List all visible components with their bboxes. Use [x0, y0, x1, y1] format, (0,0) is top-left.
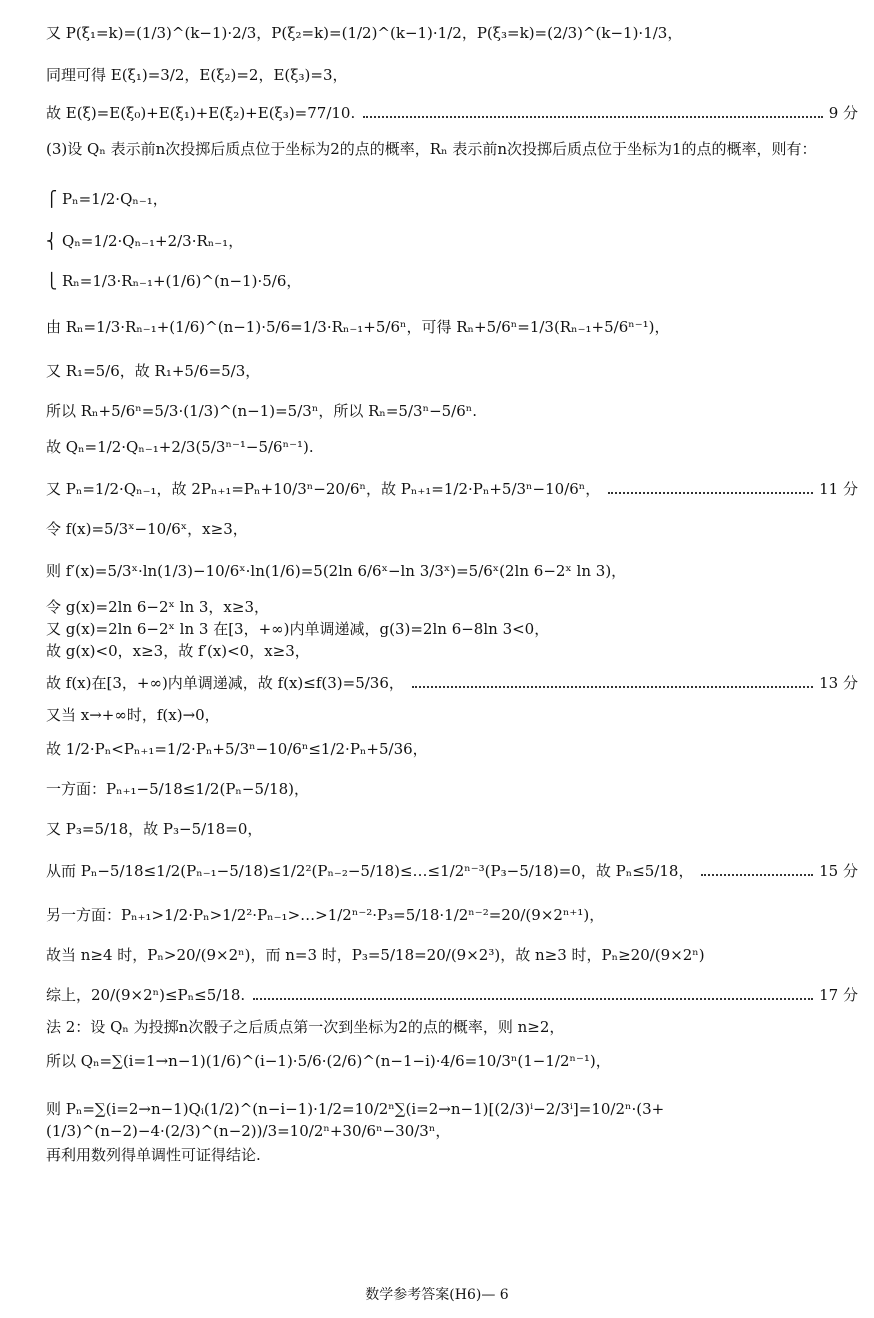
line-5: ⎧ Pₙ=1/2·Qₙ₋₁， [46, 190, 168, 208]
line-16: 又 g(x)=2ln 6−2ˣ ln 3 在[3，+∞)内单调递减，g(3)=2ln 6−8ln 3<0， [46, 620, 550, 638]
line-2: 同理可得 E(ξ₁)=3/2，E(ξ₂)=2，E(ξ₃)=3， [46, 66, 348, 84]
line-29: 则 Pₙ=∑(i=2→n−1)Qᵢ(1/2)^(n−i−1)·1/2=10/2ⁿ∑(i=2→n−1)[(2/3)ⁱ−2/3ⁱ]=10/2ⁿ·(3+(1/3)^(n−2)−4·(2/3)^(n−2))/3=10/2ⁿ+30/6ⁿ−30/3ⁿ， [46, 1100, 665, 1140]
line-22: 又 P₃=5/18，故 P₃−5/18=0， [46, 820, 263, 838]
line-1: 又 P(ξ₁=k)=(1/3)^(k−1)·2/3，P(ξ₂=k)=(1/2)^(k−1)·1/2，P(ξ₃=k)=(2/3)^(k−1)·1/3， [46, 24, 683, 42]
line-25: 故当 n≥4 时，Pₙ>20/(9×2ⁿ)，而 n=3 时，P₃=5/18=20/(9×2³)，故 n≥3 时，Pₙ≥20/(9×2ⁿ) [46, 946, 705, 964]
line-17: 故 g(x)<0，x≥3，故 f′(x)<0，x≥3， [46, 642, 310, 660]
line-3: 故 E(ξ)=E(ξ₀)+E(ξ₁)+E(ξ₂)+E(ξ₃)=77/10. 9 分 [46, 104, 858, 122]
line-13: 令 f(x)=5/3ˣ−10/6ˣ，x≥3， [46, 520, 248, 538]
page-footer: 数学参考答案(H6)— 6 [365, 1287, 509, 1303]
line-15: 令 g(x)=2ln 6−2ˣ ln 3，x≥3， [46, 598, 269, 616]
score-mark: 15 分 [819, 862, 858, 880]
line-30: 再利用数列得单调性可证得结论. [46, 1146, 261, 1164]
leader-dots [608, 492, 813, 494]
score-mark: 17 分 [819, 986, 858, 1004]
leader-dots [412, 686, 813, 688]
line-24: 另一方面：Pₙ₊₁>1/2·Pₙ>1/2²·Pₙ₋₁>…>1/2ⁿ⁻²·P₃=5/18·1/2ⁿ⁻²=20/(9×2ⁿ⁺¹)， [46, 906, 605, 924]
line-12: 又 Pₙ=1/2·Qₙ₋₁，故 2Pₙ₊₁=Pₙ+10/3ⁿ−20/6ⁿ，故 Pₙ₊₁=1/2·Pₙ+5/3ⁿ−10/6ⁿ， 11 分 [46, 480, 858, 498]
line-14: 则 f′(x)=5/3ˣ·ln(1/3)−10/6ˣ·ln(1/6)=5(2ln 6/6ˣ−ln 3/3ˣ)=5/6ˣ(2ln 6−2ˣ ln 3)， [46, 562, 627, 580]
line-28: 所以 Qₙ=∑(i=1→n−1)(1/6)^(i−1)·5/6·(2/6)^(n−1−i)·4/6=10/3ⁿ(1−1/2ⁿ⁻¹)， [46, 1052, 611, 1070]
line-6: ⎨ Qₙ=1/2·Qₙ₋₁+2/3·Rₙ₋₁， [46, 232, 244, 250]
line-23: 从而 Pₙ−5/18≤1/2(Pₙ₋₁−5/18)≤1/2²(Pₙ₋₂−5/18)≤…≤1/2ⁿ⁻³(P₃−5/18)=0，故 Pₙ≤5/18， 15 分 [46, 862, 858, 880]
line-10: 所以 Rₙ+5/6ⁿ=5/3·(1/3)^(n−1)=5/3ⁿ，所以 Rₙ=5/3ⁿ−5/6ⁿ. [46, 402, 478, 420]
line-27: 法 2：设 Qₙ 为投掷n次骰子之后质点第一次到坐标为2的点的概率，则 n≥2， [46, 1018, 565, 1036]
leader-dots [253, 998, 813, 1000]
line-18: 故 f(x)在[3，+∞)内单调递减，故 f(x)≤f(3)=5/36， 13 分 [46, 674, 858, 692]
line-19: 又当 x→+∞时，f(x)→0， [46, 706, 220, 724]
leader-dots [701, 874, 813, 876]
leader-dots [363, 116, 822, 118]
line-26: 综上，20/(9×2ⁿ)≤Pₙ≤5/18. 17 分 [46, 986, 858, 1004]
score-mark: 9 分 [828, 104, 858, 122]
line-7: ⎩ Rₙ=1/3·Rₙ₋₁+(1/6)^(n−1)·5/6， [46, 272, 302, 290]
score-mark: 11 分 [819, 480, 858, 498]
line-9: 又 R₁=5/6，故 R₁+5/6=5/3， [46, 362, 261, 380]
line-11: 故 Qₙ=1/2·Qₙ₋₁+2/3(5/3ⁿ⁻¹−5/6ⁿ⁻¹). [46, 438, 314, 456]
line-4: (3)设 Qₙ 表示前n次投掷后质点位于坐标为2的点的概率，Rₙ 表示前n次投掷后质点位于坐标为1的点的概率，则有： [46, 140, 817, 158]
line-8: 由 Rₙ=1/3·Rₙ₋₁+(1/6)^(n−1)·5/6=1/3·Rₙ₋₁+5/6ⁿ，可得 Rₙ+5/6ⁿ=1/3(Rₙ₋₁+5/6ⁿ⁻¹)， [46, 318, 670, 336]
line-21: 一方面：Pₙ₊₁−5/18≤1/2(Pₙ−5/18)， [46, 780, 310, 798]
line-20: 故 1/2·Pₙ<Pₙ₊₁=1/2·Pₙ+5/3ⁿ−10/6ⁿ≤1/2·Pₙ+5/36， [46, 740, 428, 758]
score-mark: 13 分 [819, 674, 858, 692]
